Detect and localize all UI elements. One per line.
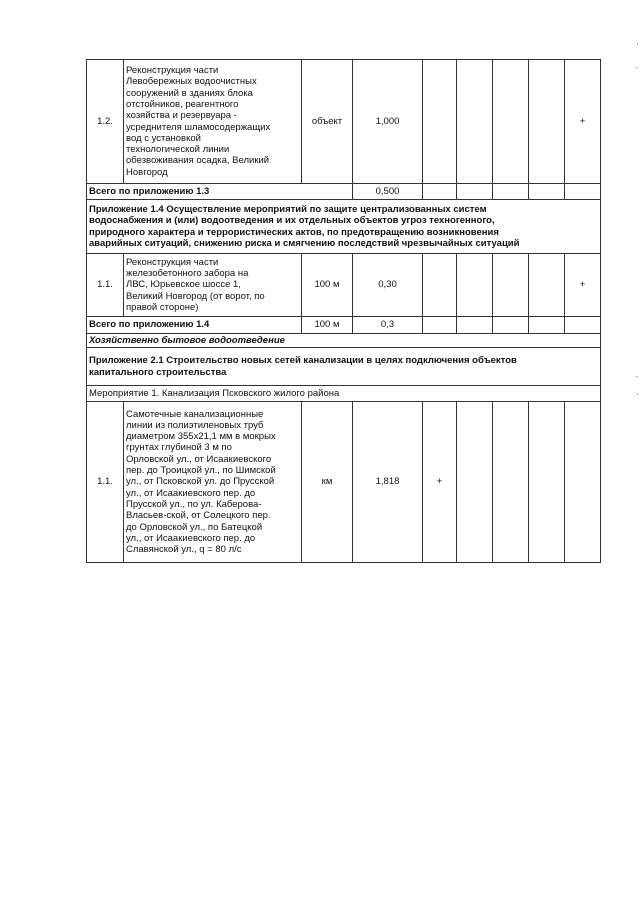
empty-cell (529, 402, 565, 563)
text-line: природного характера и террористических актов, по предотвращению возникновения (89, 226, 499, 238)
appendix-header-row (87, 348, 601, 386)
text-line: Приложение 2.1 Строительство новых сетей канализации в целях подключения объектов (89, 355, 517, 367)
plus-mark: + (565, 254, 601, 317)
measure-title: Мероприятие 1. Канализация Псковского жилого района (87, 386, 601, 402)
total-row (87, 317, 601, 334)
empty-cell (423, 254, 457, 317)
text-line: Прусской ул., по ул. Каберова- (126, 498, 262, 510)
total-value: 0,500 (353, 184, 423, 200)
section-row (87, 334, 601, 348)
text-line: пер. до Троицкой ул., по Шимской (126, 465, 276, 477)
empty-cell (493, 184, 529, 200)
text-line: хозяйства и резервуара - (126, 110, 237, 122)
total-value: 0,3 (353, 317, 423, 334)
empty-cell (457, 60, 493, 184)
text-line: железобетонного забора на (126, 268, 249, 280)
text-line: капитального строительства (89, 366, 227, 378)
text-line: грунтах глубиной 3 м по (126, 442, 232, 454)
text-line: Самотечные канализационные (126, 408, 264, 420)
text-line: аварийных ситуаций, снижению риска и смягчению последствий чрезвычайных ситуаций (89, 237, 520, 249)
appendix-1-4-title (87, 200, 601, 254)
empty-cell (457, 254, 493, 317)
scan-edge-mark: - (635, 372, 638, 381)
scan-edge-mark: - (635, 63, 638, 72)
text-line: Славянской ул., q = 80 л/с (126, 544, 242, 556)
text-line: Власьев-ской, от Солецкого пер. (126, 510, 271, 522)
value-cell: 1,818 (353, 402, 423, 563)
plus-mark: + (565, 60, 601, 184)
total-label: Всего по приложению 1.4 (87, 317, 302, 334)
empty-cell (565, 402, 601, 563)
total-unit: 100 м (302, 317, 353, 334)
measures-table (86, 59, 601, 563)
measure-name (124, 402, 302, 563)
text-line: ЛВС, Юрьевское шоссе 1, (126, 279, 241, 291)
empty-cell (529, 254, 565, 317)
value-cell: 0,30 (353, 254, 423, 317)
empty-cell (493, 402, 529, 563)
table-row (87, 402, 601, 563)
text-line: вод с установкой (126, 132, 201, 144)
text-line: водоснабжения и (или) водоотведения и их отдельных объектов угроз техногенного, (89, 215, 495, 227)
text-line: Реконструкция части (126, 256, 219, 268)
empty-cell (423, 317, 457, 334)
unit-cell: 100 м (302, 254, 353, 317)
text-line: линии из полиэтиленовых труб (126, 419, 264, 431)
text-line: отстойников, реагентного (126, 98, 239, 110)
text-line: диаметром 355х21,1 мм в мокрых (126, 431, 276, 443)
row-number: 1.2. (87, 60, 124, 184)
text-line: усреднителя шламосодержащих (126, 121, 271, 133)
text-line: сооружений в зданиях блока (126, 87, 253, 99)
scan-edge-mark: ' (636, 42, 638, 51)
text-line: до Орловской ул., по Батецкой (126, 521, 263, 533)
value-cell: 1,000 (353, 60, 423, 184)
empty-cell (493, 317, 529, 334)
empty-cell (457, 317, 493, 334)
empty-cell (457, 184, 493, 200)
text-line: Великий Новгород (от ворот, по (126, 290, 265, 302)
empty-cell (423, 184, 457, 200)
text-line: Новгород (126, 166, 168, 178)
measure-name (124, 60, 302, 184)
table-row (87, 254, 601, 317)
text-line: обезвоживания осадка, Великий (126, 155, 270, 167)
section-heading: Хозяйственно бытовое водоотведение (87, 334, 601, 348)
unit-cell: объект (302, 60, 353, 184)
empty-cell (529, 317, 565, 334)
empty-cell (457, 402, 493, 563)
text-line: ул., от Исаакиевского пер. до (126, 487, 256, 499)
total-row (87, 184, 601, 200)
text-line: технологической линии (126, 144, 230, 156)
total-label: Всего по приложению 1.3 (87, 184, 353, 200)
unit-cell: км (302, 402, 353, 563)
text-line: ул., от Исаакиевского пер. до (126, 532, 256, 544)
measure-row (87, 386, 601, 402)
appendix-header-row (87, 200, 601, 254)
appendix-2-1-title (87, 348, 601, 386)
empty-cell (565, 184, 601, 200)
text-line: Реконструкция части (126, 65, 219, 77)
empty-cell (565, 317, 601, 334)
empty-cell (493, 60, 529, 184)
text-line: Левобережных водоочистных (126, 76, 257, 88)
empty-cell (423, 60, 457, 184)
row-number: 1.1. (87, 402, 124, 563)
empty-cell (529, 184, 565, 200)
row-number: 1.1. (87, 254, 124, 317)
text-line: Приложение 1.4 Осуществление мероприятий по защите централизованных систем (89, 203, 487, 215)
text-line: правой стороне) (126, 301, 199, 313)
text-line: Орловской ул., от Исаакиевского (126, 453, 272, 465)
measure-name (124, 254, 302, 317)
plus-mark: + (423, 402, 457, 563)
empty-cell (529, 60, 565, 184)
table-row (87, 60, 601, 184)
text-line: ул., от Псковской ул. до Прусской (126, 476, 275, 488)
empty-cell (493, 254, 529, 317)
scan-edge-mark: ' (636, 392, 638, 401)
